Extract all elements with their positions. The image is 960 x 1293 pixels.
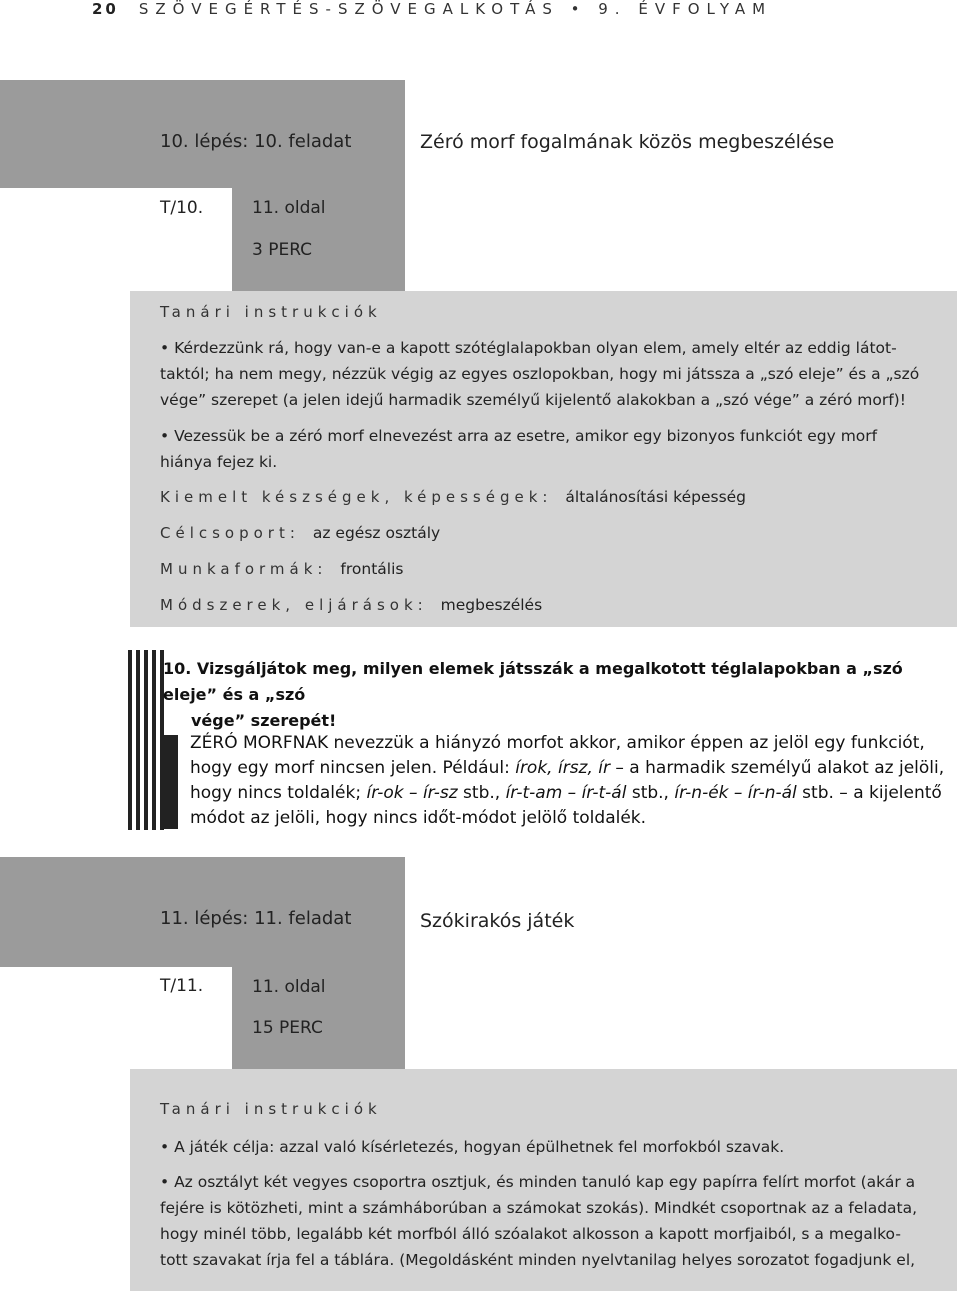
step10-topic: Zéró morf fogalmának közös megbeszélése	[420, 131, 835, 153]
methods-value: megbeszélés	[440, 596, 543, 614]
step10-label: 10. lépés: 10. feladat	[160, 131, 352, 152]
margin-bar-4	[152, 650, 156, 830]
skills-label: Kiemelt készségek, képességek:	[160, 488, 553, 506]
workform-value: frontális	[340, 560, 404, 578]
instructions-bullet-10-2: • Vezessük be a zéró morf elnevezést arra az esetre, amikor egy bizonyos funkciót egy morf hiánya fejez ki.	[160, 427, 878, 471]
workform-row	[160, 556, 403, 582]
step10-time: 3 PERC	[252, 240, 313, 260]
skills-row	[160, 484, 746, 510]
header-title: SZÖVEGÉRTÉS-SZÖVEGALKOTÁS • 9. ÉVFOLYAM	[138, 0, 773, 18]
step11-time: 15 PERC	[252, 1018, 323, 1038]
step11-label: 11. lépés: 11. feladat	[160, 908, 352, 929]
margin-bar-1	[128, 650, 132, 830]
instructions-heading-10: Tanári instrukciók	[160, 303, 382, 321]
instructions-heading-11: Tanári instrukciók	[160, 1100, 382, 1118]
step11-t-ref: T/11.	[160, 976, 204, 996]
target-label: Célcsoport:	[160, 524, 300, 542]
step11-page-ref: 11. oldal	[252, 977, 326, 997]
target-value: az egész osztály	[312, 524, 441, 542]
methods-label: Módszerek, eljárások:	[160, 596, 428, 614]
instructions-bullet-11-2: • Az osztályt két vegyes csoportra osztjuk, és minden tanuló kap egy papírra felírt morfot (akár a fejére is kötözheti, mint a számháborúban a számokat szokás). Mindkét csoportnak az a feladata, hogy minél több, legalább két morfból álló szóalakot alkosson a kapott morfjaiból, s a megalko- tott szavakat írja fel a táblára. (Megoldásként minden nyelvtanilag helyes sorozatot fogadjunk el,	[160, 1173, 918, 1269]
definition-bar	[162, 735, 178, 829]
skills-value: általánosítási képesség	[565, 488, 747, 506]
margin-bar-2	[136, 650, 140, 830]
task-10-text: 10. Vizsgáljátok meg, milyen elemek játsszák a megalkotott téglalapokban a „szó eleje” és a „szó vége” szerepét!	[163, 659, 903, 730]
step11-topic: Szókirakós játék	[420, 910, 575, 932]
workform-label: Munkaformák:	[160, 560, 328, 578]
methods-row	[160, 592, 542, 618]
zero-morph-definition: ZÉRÓ MORFNAK nevezzük a hiányzó morfot akkor, amikor éppen az jelöl egy funkciót, hogy egy morf nincsen jelen. Például: írok, írsz, ír – a harmadik személyű alakot az jelöli, hogy nincs toldalék; ír-ok – ír-sz stb., ír-t-am – ír-t-ál stb., ír-n-ék – ír-n-ál stb. – a kijelentő módot az jelöli, hogy nincs időt-módot jelölő toldalék.	[190, 733, 945, 828]
running-header	[92, 0, 772, 18]
step10-page-ref: 11. oldal	[252, 198, 326, 218]
margin-bar-3	[144, 650, 148, 830]
step10-t-ref: T/10.	[160, 198, 204, 218]
page-number: 20	[92, 0, 119, 18]
instructions-bullet-11-1: • A játék célja: azzal való kísérletezés, hogyan épülhetnek fel morfokból szavak.	[160, 1138, 785, 1156]
instructions-bullet-10-1: • Kérdezzünk rá, hogy van-e a kapott szótéglalapokban olyan elem, amely eltér az eddig látot- taktól; ha nem megy, nézzük végig az egyes oszlopokban, hogy mi játssza a „szó eleje” és a „szó vége” szerepet (a jelen idejű harmadik személyű kijelentő alakokban a „szó vége” a zéró morf)!	[160, 339, 920, 409]
target-row	[160, 520, 440, 546]
